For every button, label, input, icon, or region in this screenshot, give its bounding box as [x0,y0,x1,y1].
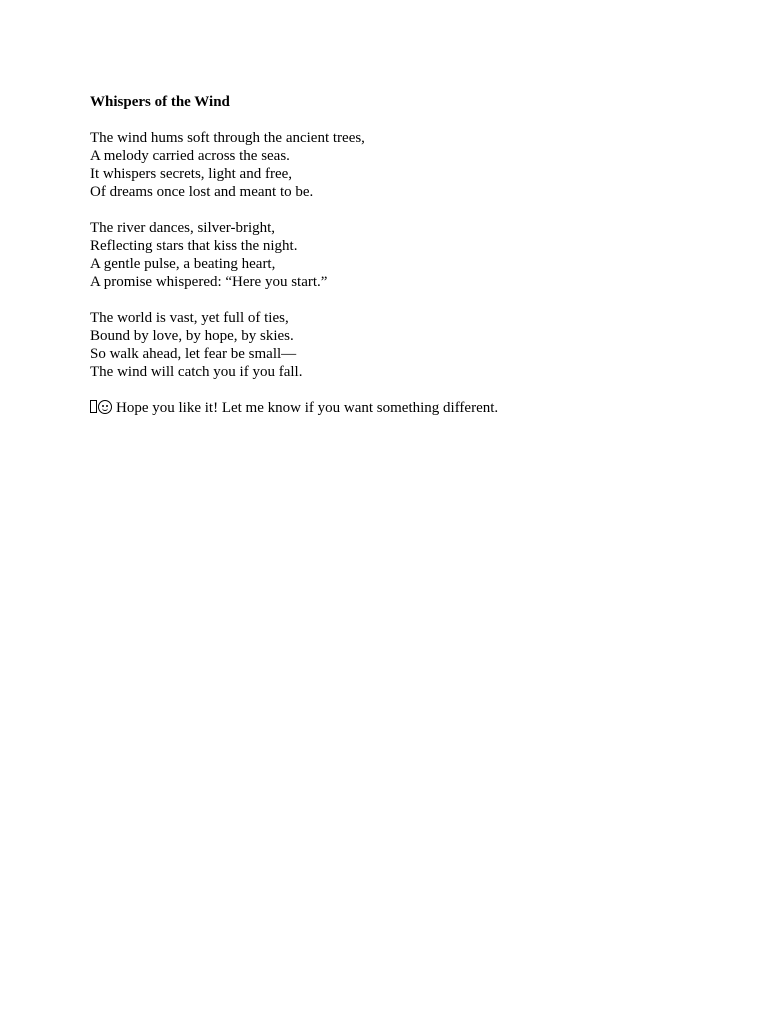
poem-line: The wind will catch you if you fall. [90,364,303,380]
poem-line: Bound by love, by hope, by skies. [90,328,294,344]
closing-note [90,399,710,417]
poem-line: The wind hums soft through the ancient trees, [90,130,365,146]
stanza-3 [90,309,710,381]
document-page [90,93,710,417]
poem-line: A promise whispered: “Here you start.” [90,274,328,290]
poem-line: The world is vast, yet full of ties, [90,310,289,326]
poem-line: The river dances, silver-bright, [90,220,276,236]
stanza-2 [90,219,710,291]
stanza-1 [90,129,710,201]
smiling-face-icon [98,400,112,414]
poem-title: Whispers of the Wind [90,94,230,110]
poem-line: A melody carried across the seas. [90,148,290,164]
poem-line: So walk ahead, let fear be small— [90,346,297,362]
missing-glyph-icon [90,400,97,413]
closing-text: Hope you like it! Let me know if you want something different. [116,400,499,416]
poem-line: It whispers secrets, light and free, [90,166,293,182]
poem-line: Reflecting stars that kiss the night. [90,238,298,254]
poem-line: A gentle pulse, a beating heart, [90,256,276,272]
poem-line: Of dreams once lost and meant to be. [90,184,314,200]
